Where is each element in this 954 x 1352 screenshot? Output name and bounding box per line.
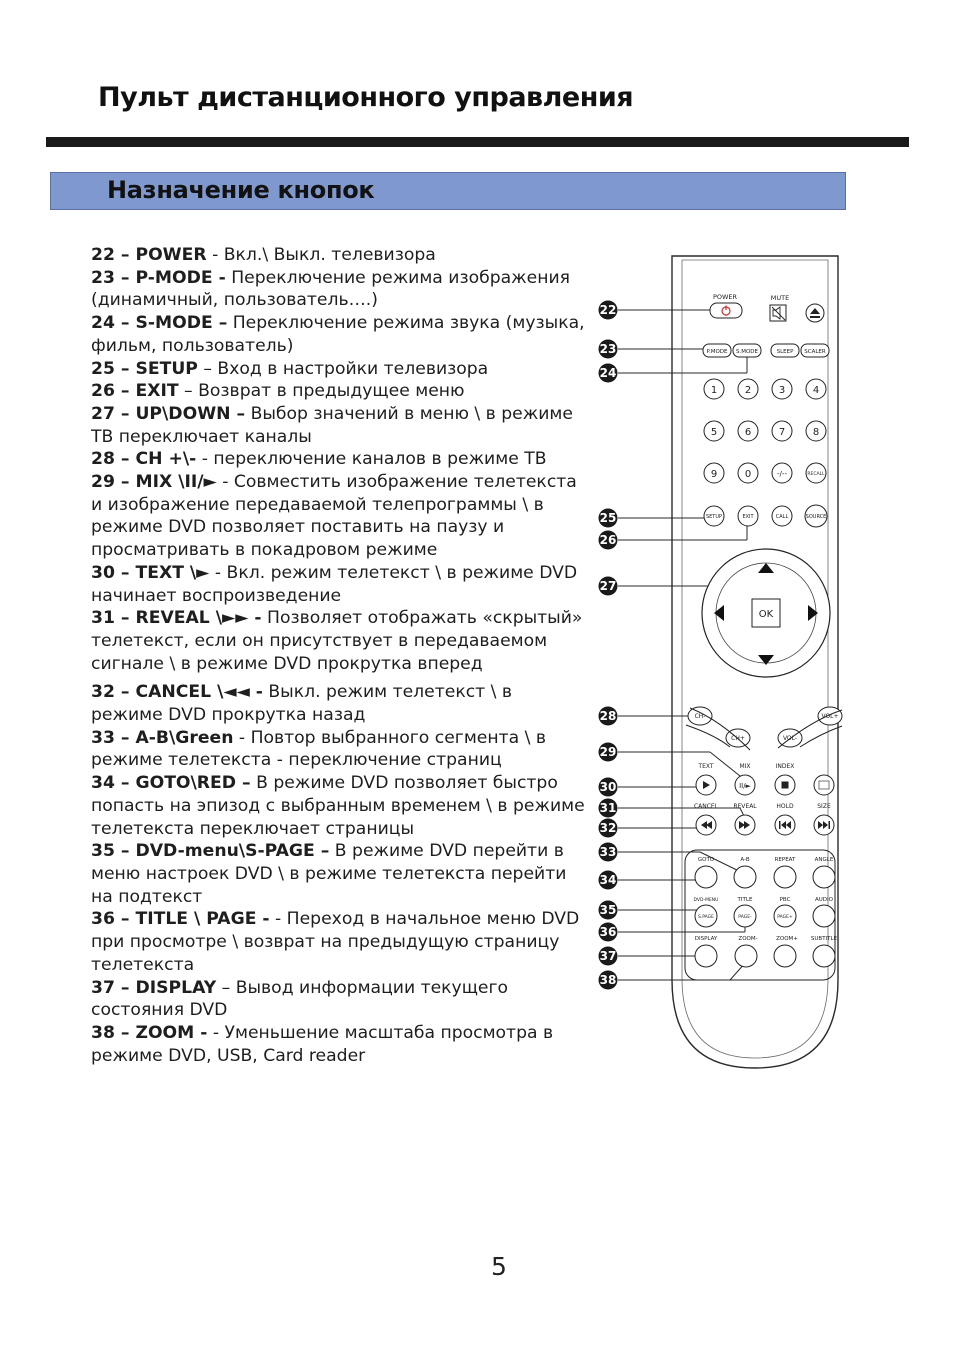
svg-text:REVEAL: REVEAL	[733, 803, 757, 810]
pause-play-icon: II/►	[739, 782, 751, 790]
svg-text:33: 33	[599, 845, 617, 859]
svg-text:TITLE: TITLE	[737, 897, 753, 903]
text-play-button	[696, 775, 716, 795]
source-button	[805, 505, 827, 527]
smode-button	[733, 344, 761, 357]
index-stop-button	[775, 775, 795, 795]
svg-text:CH-: CH-	[694, 713, 706, 720]
svg-text:31: 31	[599, 801, 617, 815]
page-title: Пульт дистанционного управления	[98, 82, 634, 113]
svg-text:38: 38	[599, 973, 617, 987]
mute-label: MUTE	[770, 294, 790, 302]
callout-group	[599, 301, 618, 990]
entry-31: 31 – REVEAL \►► - Позволяет отображать «скрытый» телетекст, если он присутствует в передаваемом сигнале \ в режиме DVD прокрутка вперед	[91, 608, 583, 674]
svg-text:2: 2	[744, 385, 752, 396]
callout-34	[599, 871, 618, 890]
svg-text:ANGLE: ANGLE	[814, 857, 834, 863]
svg-text:30: 30	[599, 780, 617, 794]
svg-text:32: 32	[599, 821, 617, 835]
callout-32	[599, 819, 618, 838]
svg-text:7: 7	[778, 427, 786, 438]
power-button	[710, 303, 742, 318]
callout-25	[599, 509, 618, 528]
callout-28	[599, 707, 618, 726]
entry-30: 30 – TEXT \► - Вкл. режим телетекст \ в режиме DVD начинает воспроизведение	[91, 562, 578, 606]
svg-text:TEXT: TEXT	[698, 763, 714, 770]
svg-text:23: 23	[599, 342, 617, 356]
entry-24: 24 – S-MODE – Переключение режима звука (музыка, фильм, пользователь)	[91, 313, 585, 356]
digit-7	[772, 421, 792, 441]
svg-text:24: 24	[599, 366, 617, 380]
svg-text:RECALL: RECALL	[807, 472, 825, 477]
svg-text:36: 36	[599, 925, 617, 939]
svg-text:OK: OK	[758, 609, 774, 620]
callout-22	[599, 301, 618, 320]
svg-text:SETUP: SETUP	[705, 514, 723, 520]
ch-minus-button	[688, 707, 712, 725]
section-title: Назначение кнопок	[107, 176, 375, 204]
svg-text:34: 34	[599, 873, 617, 887]
svg-text:37: 37	[599, 949, 617, 963]
svg-text:6: 6	[744, 427, 752, 438]
digit-8	[806, 421, 826, 441]
svg-text:REPEAT: REPEAT	[774, 857, 796, 863]
svg-text:4: 4	[812, 385, 820, 396]
entry-32: 32 – CANCEL \◄◄ - Выкл. режим телетекст \ в режиме DVD прокрутка назад	[91, 682, 513, 726]
hold-prev-button	[775, 815, 795, 835]
svg-text:INDEX: INDEX	[775, 763, 795, 770]
svg-text:SOURCE: SOURCE	[805, 514, 827, 520]
entry-35: 35 – DVD-menu\S-PAGE – В режиме DVD перейти в меню настроек DVD \ в режиме телетекста перейти на подтекст	[91, 841, 567, 907]
digit-5	[704, 421, 724, 441]
callout-38	[599, 971, 618, 990]
svg-text:SCALER: SCALER	[804, 349, 826, 355]
entry-28: 28 – CH +\- - переключение каналов в режиме ТВ	[91, 449, 547, 470]
dash-button	[772, 463, 792, 483]
display-button	[695, 945, 717, 967]
recall-button	[806, 463, 826, 483]
mix-pause-button	[735, 775, 755, 795]
svg-text:-/--: -/--	[777, 470, 787, 478]
entry-38: 38 – ZOOM - - Уменьшение масштаба просмотра в режиме DVD, USB, Card reader	[91, 1022, 554, 1066]
digit-6	[738, 421, 758, 441]
reveal-forward-button	[735, 815, 755, 835]
call-button	[772, 506, 792, 526]
svg-text:PAGE-: PAGE-	[738, 915, 752, 920]
svg-text:P.MODE: P.MODE	[706, 349, 728, 355]
entry-23: 23 – P-MODE - Переключение режима изображения (динамичный, пользователь….)	[91, 267, 570, 311]
angle-button	[813, 866, 835, 888]
callout-35	[599, 901, 618, 920]
dvd-menu-button	[695, 905, 717, 927]
digit-3	[772, 379, 792, 399]
entry-22: 22 – POWER - Вкл.\ Выкл. телевизора	[91, 245, 436, 265]
entry-34: 34 – GOTO\RED – В режиме DVD позволяет быстро попасть на эпизод с выбранным временем \ в режиме телетекста переключает страницы	[91, 773, 585, 839]
svg-text:MIX: MIX	[739, 763, 751, 770]
svg-text:5: 5	[710, 427, 718, 438]
goto-button	[695, 866, 717, 888]
callout-36	[599, 923, 618, 942]
digit-1	[704, 379, 724, 399]
digit-0	[738, 463, 758, 483]
remote-control-illustration	[590, 250, 930, 1080]
setup-button	[704, 506, 724, 526]
digit-4	[806, 379, 826, 399]
svg-text:3: 3	[778, 385, 786, 396]
stop-icon	[782, 782, 789, 789]
svg-text:SLEEP: SLEEP	[776, 349, 794, 355]
svg-text:9: 9	[710, 469, 718, 480]
callout-37	[599, 947, 618, 966]
vol-plus-button	[818, 707, 842, 725]
callout-24	[599, 364, 618, 383]
audio-button	[813, 905, 835, 927]
entry-36: 36 – TITLE \ PAGE - - Переход в начальное меню DVD при просмотре \ возврат на предыдущую страницу телетекста	[91, 909, 580, 975]
svg-text:22: 22	[599, 303, 617, 317]
svg-text:ZOOM-: ZOOM-	[738, 936, 758, 942]
svg-text:DISPLAY: DISPLAY	[694, 936, 718, 942]
scaler-button	[801, 344, 829, 357]
svg-text:AUDIO: AUDIO	[815, 897, 833, 903]
pmode-button	[703, 344, 731, 357]
entry-25: 25 – SETUP – Вход в настройки телевизора	[91, 358, 489, 379]
button-description-list	[91, 244, 586, 1067]
svg-text:VOL-: VOL-	[782, 735, 798, 742]
size-next-button	[814, 815, 834, 835]
mute-button	[770, 305, 786, 321]
entry-26: 26 – EXIT – Возврат в предыдущее меню	[91, 381, 465, 402]
svg-text:CALL: CALL	[775, 514, 789, 520]
entry-27: 27 – UP\DOWN – Выбор значений в меню \ в режиме ТВ переключает каналы	[91, 403, 573, 447]
svg-text:ZOOM+: ZOOM+	[776, 936, 798, 942]
pbc-button	[774, 905, 796, 927]
svg-text:EXIT: EXIT	[742, 514, 754, 520]
svg-text:26: 26	[599, 533, 617, 547]
svg-text:SIZE: SIZE	[817, 803, 831, 810]
digit-9	[704, 463, 724, 483]
page-number: 5	[491, 1252, 507, 1281]
callout-30	[599, 778, 618, 797]
svg-text:35: 35	[599, 903, 617, 917]
section-header	[50, 172, 846, 210]
power-label: POWER	[712, 293, 738, 301]
ab-button	[734, 866, 756, 888]
digit-2	[738, 379, 758, 399]
callout-23	[599, 340, 618, 359]
callout-27	[599, 577, 618, 596]
svg-text:0: 0	[744, 469, 752, 480]
callout-26	[599, 531, 618, 550]
zoom-plus-button	[774, 945, 796, 967]
sleep-button	[771, 344, 799, 357]
cancel-rewind-button	[696, 815, 716, 835]
repeat-button	[774, 866, 796, 888]
svg-text:GOTO: GOTO	[697, 857, 715, 863]
entry-33: 33 – A-B\Green - Повтор выбранного сегмента \ в режиме телетекста - переключение страниц	[91, 727, 547, 771]
entry-29: 29 – MIX \II/► - Совместить изображение телетекста и изображение передаваемой телепрограммы \ в режиме DVD позволяет поставить на паузу и просматривать в покадровом режиме	[91, 472, 577, 561]
svg-text:CANCEL: CANCEL	[693, 803, 719, 810]
subtitle-button	[813, 945, 835, 967]
svg-text:29: 29	[599, 745, 617, 759]
svg-text:28: 28	[599, 709, 617, 723]
callout-29	[599, 743, 618, 762]
zoom-minus-button	[735, 945, 757, 967]
svg-text:SUBTITLE: SUBTITLE	[810, 936, 838, 942]
svg-text:1: 1	[710, 385, 718, 396]
svg-text:A-B: A-B	[740, 857, 750, 863]
callout-33	[599, 843, 618, 862]
svg-text:CH+: CH+	[731, 735, 745, 742]
eject-button	[806, 304, 824, 322]
svg-text:HOLD: HOLD	[776, 803, 794, 810]
exit-button	[738, 506, 758, 526]
navigation-pad	[702, 549, 830, 677]
svg-text:8: 8	[812, 427, 820, 438]
callout-31	[599, 799, 618, 818]
svg-text:27: 27	[599, 579, 617, 593]
svg-text:S.PAGE: S.PAGE	[697, 915, 715, 920]
svg-text:S.MODE: S.MODE	[735, 349, 759, 355]
svg-text:PAGE+: PAGE+	[777, 915, 793, 920]
svg-text:25: 25	[599, 511, 617, 525]
svg-text:VOL+: VOL+	[821, 713, 839, 720]
mix-tv-button	[814, 775, 834, 795]
entry-37: 37 – DISPLAY – Вывод информации текущего состояния DVD	[91, 977, 509, 1021]
title-divider	[46, 137, 909, 147]
title-button	[734, 905, 756, 927]
svg-text:PBC: PBC	[779, 897, 791, 903]
svg-text:DVD-MENU: DVD-MENU	[693, 898, 719, 903]
